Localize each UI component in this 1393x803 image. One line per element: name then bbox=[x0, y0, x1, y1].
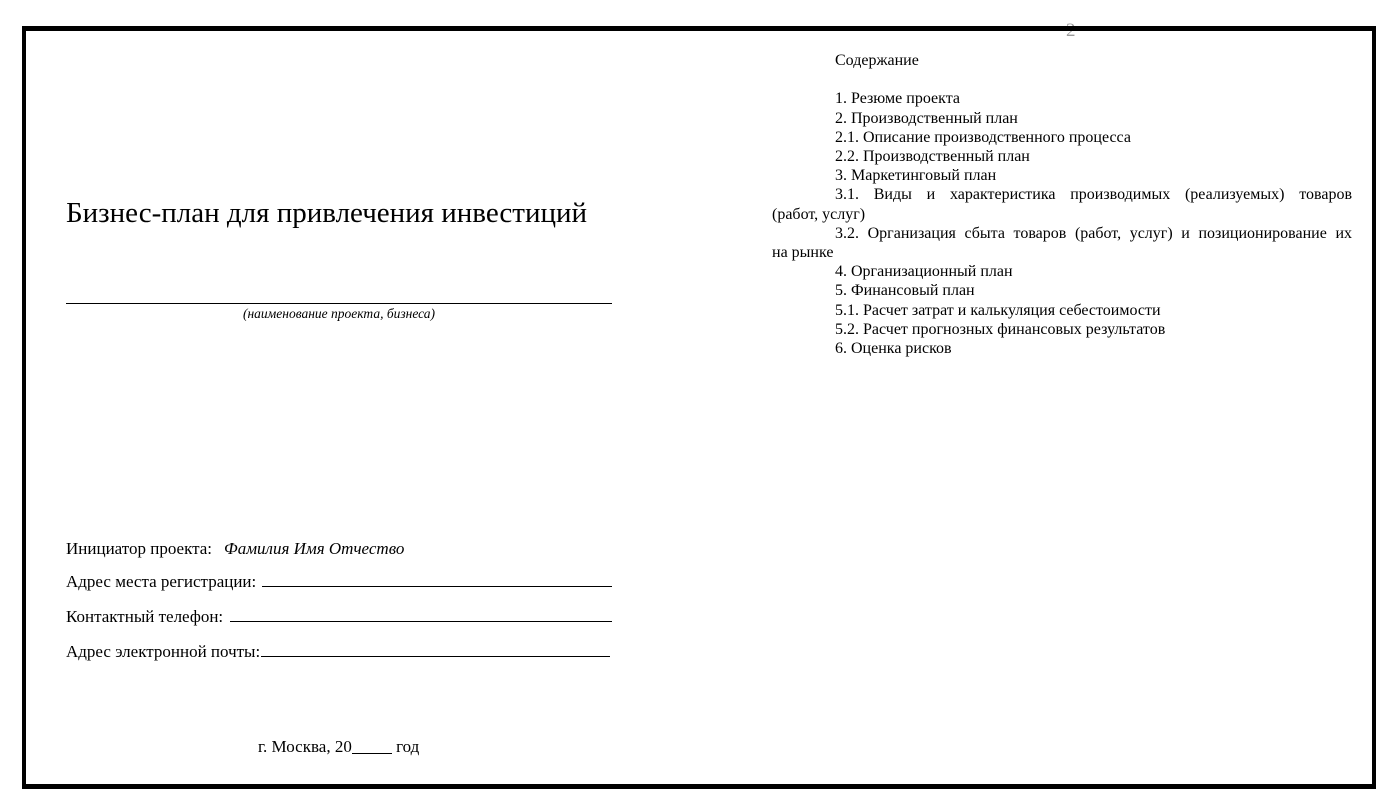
project-name-caption: (наименование проекта, бизнеса) bbox=[242, 306, 436, 321]
phone-row bbox=[66, 606, 612, 628]
page-number: 2 bbox=[1066, 20, 1076, 41]
toc-item: 3. Маркетинговый план bbox=[835, 167, 997, 185]
toc-item: 5. Финансовый план bbox=[835, 282, 975, 300]
city-year-prefix: г. Москва, 20 bbox=[258, 737, 352, 756]
initiator-label: Инициатор проекта: bbox=[66, 539, 213, 558]
document-title: Бизнес-план для привлечения инвестиций bbox=[66, 197, 588, 229]
initiator-row bbox=[66, 538, 612, 560]
initiator-value: Фамилия Имя Отчество bbox=[224, 539, 405, 558]
toc-item: 5.2. Расчет прогнозных финансовых результатов bbox=[835, 320, 1166, 338]
toc-item-continuation: (работ, услуг) bbox=[772, 205, 866, 223]
registration-address-row bbox=[66, 571, 612, 593]
registration-address-blank-line bbox=[262, 586, 612, 587]
city-year-footer bbox=[258, 736, 419, 758]
toc-item: 3.2. Организация сбыта товаров (работ, услуг) и позиционирование их bbox=[835, 224, 1352, 242]
toc-item: 2. Производственный план bbox=[835, 109, 1018, 127]
toc-item: 4. Организационный план bbox=[835, 263, 1013, 281]
toc-item: 1. Резюме проекта bbox=[835, 90, 960, 108]
project-name-blank-line bbox=[66, 303, 612, 304]
phone-blank-line bbox=[230, 621, 612, 622]
year-blank-line bbox=[352, 753, 392, 754]
city-year-suffix: год bbox=[396, 737, 420, 756]
toc-item: 6. Оценка рисков bbox=[835, 340, 952, 358]
toc-blank-line bbox=[772, 70, 1352, 89]
email-row bbox=[66, 641, 612, 663]
email-blank-line bbox=[261, 656, 610, 657]
table-of-contents bbox=[772, 51, 1352, 358]
email-label: Адрес электронной почты: bbox=[66, 642, 261, 661]
toc-item: 3.1. Виды и характеристика производимых (реализуемых) товаров bbox=[835, 186, 1352, 204]
toc-item: 2.2. Производственный план bbox=[835, 148, 1030, 165]
toc-heading: Содержание bbox=[835, 52, 919, 69]
toc-item: 2.1. Описание производственного процесса bbox=[835, 128, 1131, 146]
phone-label: Контактный телефон: bbox=[66, 607, 224, 626]
toc-item-continuation: на рынке bbox=[772, 244, 834, 262]
registration-address-label: Адрес места регистрации: bbox=[66, 572, 257, 591]
toc-item: 5.1. Расчет затрат и калькуляция себестоимости bbox=[835, 301, 1161, 319]
